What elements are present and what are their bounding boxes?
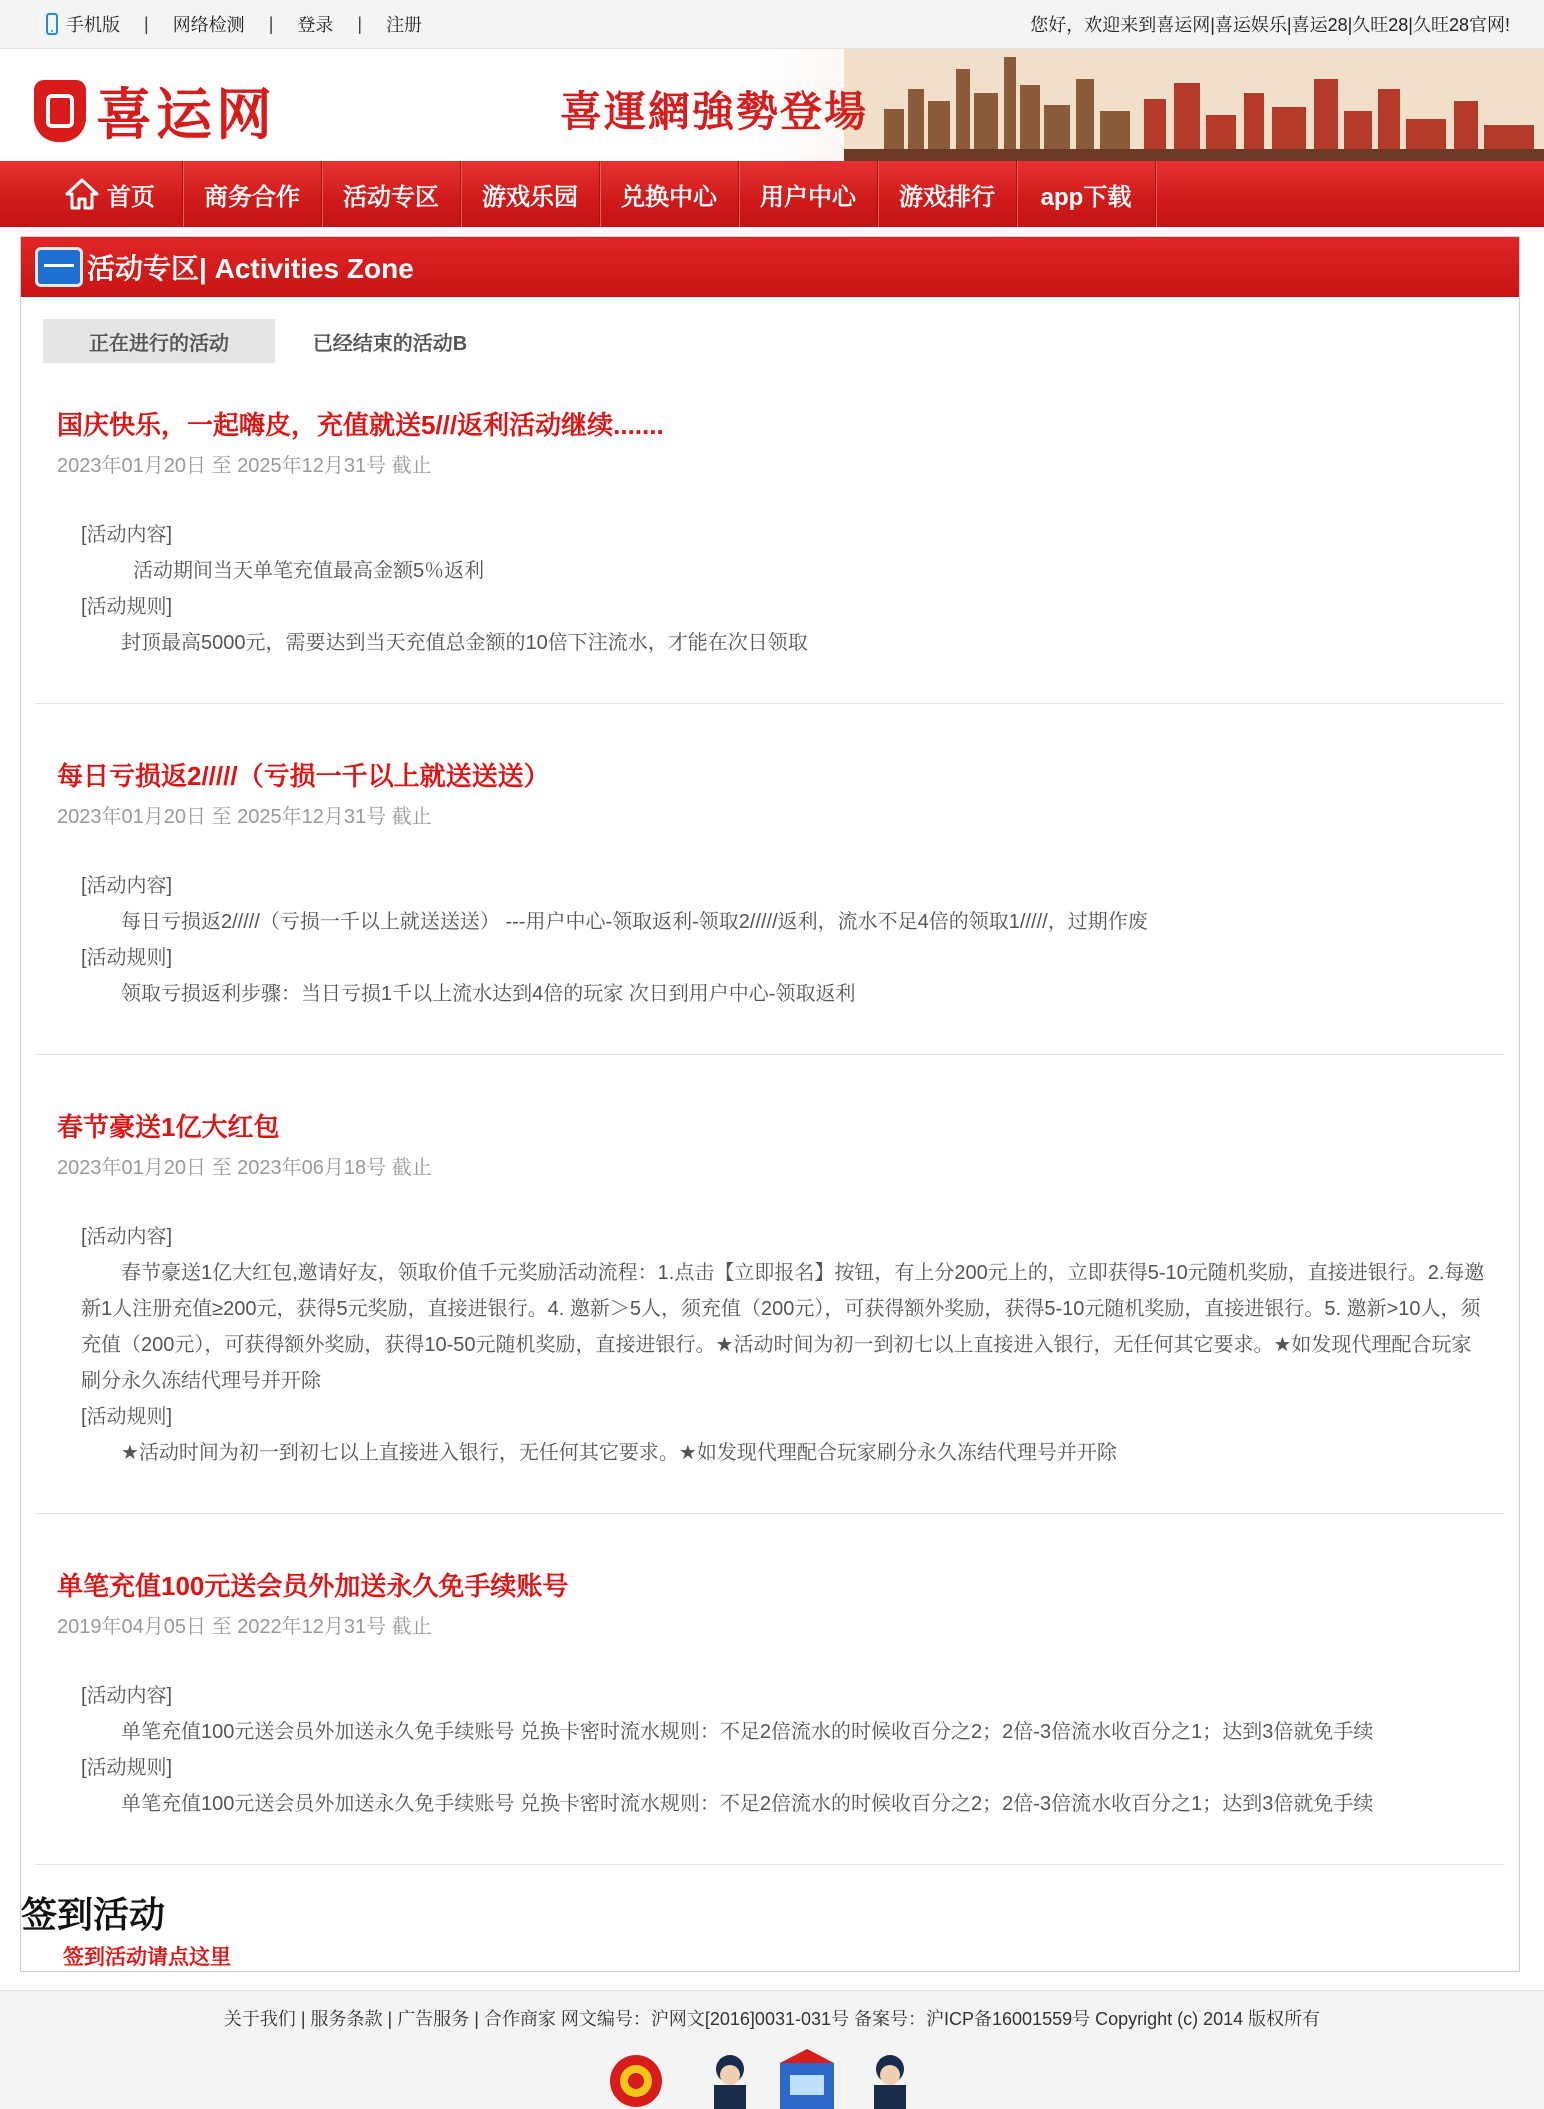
content-label: [活动内容] (81, 1685, 173, 1707)
mobile-phone-icon (46, 13, 58, 35)
activity-rules: 单笔充值100元送会员外加送永久免手续账号 兑换卡密时流水规则：不足2倍流水的时候收百分之2；2倍-3倍流水收百分之1；达到3倍就免手续 (121, 1793, 1374, 1815)
activity-date: 2019年04月05日 至 2022年12月31号 截止 (57, 1616, 432, 1638)
logo-emblem-icon (34, 80, 86, 142)
home-icon (65, 178, 99, 210)
footer-license: 网文编号：沪网文[2016]0031-031号 备案号：沪ICP备16001559号 Copyright (c) 2014 版权所有 (560, 2009, 1321, 2029)
nav-item-label: 首页 (107, 183, 155, 211)
footer-links: 关于我们 | 服务条款 | 广告服务 | 合作商家 网文编号：沪网文[2016]0031-031号 备案号：沪ICP备16001559号 Copyright (c) 2014 版权所有 (223, 2009, 1321, 2029)
content-label: [活动内容] (81, 875, 173, 897)
nav-item-activities[interactable]: 活动专区 (322, 161, 461, 227)
activity-title[interactable]: 国庆快乐，一起嗨皮，充值就送5///返利活动继续....... (57, 410, 664, 440)
signin-link[interactable]: 签到活动请点这里 (63, 1946, 231, 1969)
activity-item (35, 1566, 1505, 1865)
activity-tabs (43, 319, 505, 363)
nav-item-ranking[interactable]: 游戏排行 (878, 161, 1017, 227)
city-skyline-image (844, 49, 1544, 161)
nav-item-app-download[interactable]: app下载 (1017, 161, 1156, 227)
rules-label: [活动规则] (81, 596, 173, 618)
mobile-version-link[interactable]: 手机版 (66, 15, 120, 35)
top-bar: 手机版 | 网络检测 | 登录 | 注册 您好，欢迎来到喜运网|喜运娱乐|喜运28|久旺28|久旺28官网! (0, 0, 1544, 49)
activity-title[interactable]: 每日亏损返2/////（亏损一千以上就送送送） (57, 761, 550, 791)
login-link[interactable]: 登录 (297, 15, 334, 35)
section-header (21, 237, 1519, 297)
monitor-icon (35, 247, 83, 287)
logo-text: 喜运网 (96, 82, 276, 148)
footer-partners-link[interactable]: 合作商家 (483, 2009, 556, 2029)
register-link[interactable]: 注册 (386, 15, 423, 35)
site-header (0, 49, 1544, 161)
banner-slogan: 喜運網強勢登場 (560, 87, 869, 136)
rules-label: [活动规则] (81, 1406, 173, 1428)
section-title: 活动专区| Activities Zone (87, 253, 414, 284)
nav-item-home[interactable] (38, 161, 183, 227)
nav-item-exchange[interactable]: 兑换中心 (600, 161, 739, 227)
footer-about-link[interactable]: 关于我们 (223, 2009, 296, 2029)
tab-ended[interactable]: 已经结束的活动B (312, 332, 468, 355)
site-logo[interactable] (34, 71, 276, 151)
signin-title: 签到活动 (21, 1894, 166, 1935)
security-badges (600, 2049, 940, 2109)
activity-title[interactable]: 春节豪送1亿大红包 (57, 1112, 280, 1142)
activity-date: 2023年01月20日 至 2023年06月18号 截止 (57, 1157, 432, 1179)
activity-rules: 领取亏损返利步骤：当日亏损1千以上流水达到4倍的玩家 次日到用户中心-领取返利 (121, 983, 856, 1005)
cyber-police-badge-icon (714, 2055, 746, 2109)
rules-label: [活动规则] (81, 1757, 173, 1779)
activity-content: 每日亏损返2/////（亏损一千以上就送送送） ---用户中心-领取返利-领取2/////返利，流水不足4倍的领取1/////，过期作废 (121, 911, 1148, 933)
activity-title[interactable]: 单笔充值100元送会员外加送永久免手续账号 (57, 1571, 569, 1601)
welcome-text: 您好，欢迎来到喜运网|喜运娱乐|喜运28|久旺28|久旺28官网! (1030, 15, 1510, 35)
activity-item (35, 1107, 1505, 1514)
activity-content: 单笔充值100元送会员外加送永久免手续账号 兑换卡密时流水规则：不足2倍流水的时候收百分之2；2倍-3倍流水收百分之1；达到3倍就免手续 (121, 1721, 1374, 1743)
activity-content: 活动期间当天单笔充值最高金额5％返利 (133, 560, 485, 582)
police-emblem-icon (610, 2055, 662, 2107)
activities-panel (20, 236, 1520, 1972)
main-nav (0, 161, 1544, 227)
activity-item (35, 405, 1505, 704)
nav-item-business[interactable]: 商务合作 (183, 161, 322, 227)
tab-ongoing[interactable]: 正在进行的活动 (43, 319, 275, 363)
footer-terms-link[interactable]: 服务条款 (310, 2009, 383, 2029)
activity-rules: 封顶最高5000元，需要达到当天充值总金额的10倍下注流水，才能在次日领取 (121, 632, 808, 654)
rules-label: [活动规则] (81, 947, 173, 969)
content-label: [活动内容] (81, 524, 173, 546)
activity-date: 2023年01月20日 至 2025年12月31号 截止 (57, 455, 432, 477)
network-check-link[interactable]: 网络检测 (172, 15, 245, 35)
activity-item (35, 756, 1505, 1055)
nav-item-games[interactable]: 游戏乐园 (461, 161, 600, 227)
activity-content: 春节豪送1亿大红包,邀请好友，领取价值千元奖励活动流程：1.点击【立即报名】按钮，有上分200元上的，立即获得5-10元随机奖励，直接进银行。2.每邀新1人注册充值≥200元，获得5元奖励，直接进银行。4. 邀新＞5人，须充值（200元），可获得额外奖励，获得5-10元随机奖励，直接进银行。5. 邀新>10人，须充值（200元），可获得额外奖励，获得10-50元随机奖励，直接进银行。★活动时间为初一到初七以上直接进入银行，无任何其它要求。★如发现代理配合玩家刷分永久冻结代理号并开除 (81, 1262, 1485, 1392)
activity-rules: ★活动时间为初一到初七以上直接进入银行，无任何其它要求。★如发现代理配合玩家刷分永久冻结代理号并开除 (121, 1442, 1117, 1464)
network-security-icon (780, 2049, 834, 2109)
cyber-police-badge-icon (874, 2055, 906, 2109)
header-banner (560, 49, 1544, 161)
footer-ads-link[interactable]: 广告服务 (397, 2009, 470, 2029)
content-label: [活动内容] (81, 1226, 173, 1248)
activity-date: 2023年01月20日 至 2025年12月31号 截止 (57, 806, 432, 828)
nav-item-user-center[interactable]: 用户中心 (739, 161, 878, 227)
site-footer (0, 1990, 1544, 2109)
